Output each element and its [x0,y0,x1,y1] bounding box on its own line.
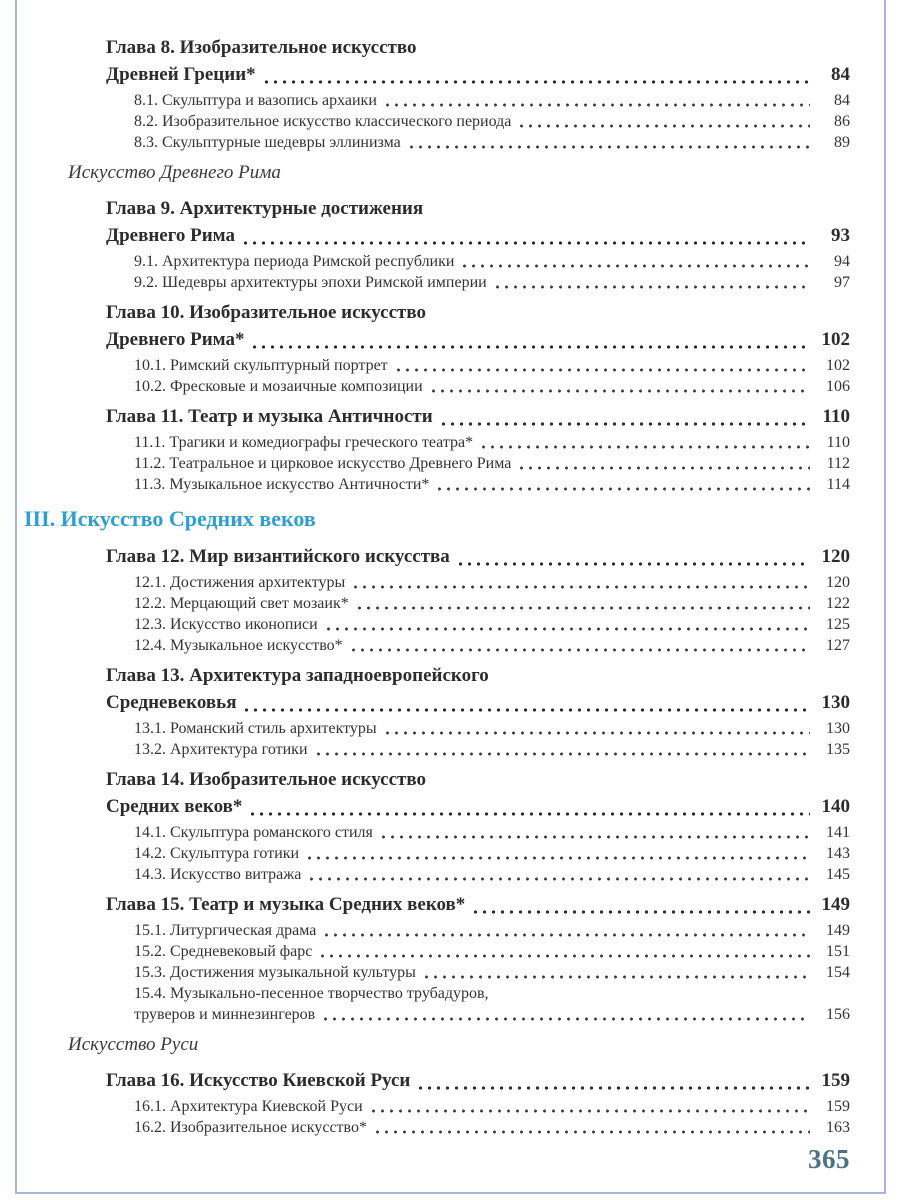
chapter-title [106,662,850,716]
chapter-line [106,403,850,430]
subsection-line [134,864,850,885]
subsection-line [134,1117,850,1138]
toc-subsection [134,376,850,397]
chapter-line: Глава 8. Изобразительное искусство [106,37,417,58]
subsection-line [134,1004,850,1025]
subsection-text: 9.1. Архитектура периода Римской республики [134,253,455,270]
subsection-text: 15.2. Средневековый фарс [134,943,313,960]
chapter-text: Древнего Рима* [106,329,245,350]
subsection-text: 8.3. Скульптурные шедевры эллинизма [134,134,401,151]
subsection-line [134,962,850,983]
page-ref: 149 [821,894,850,915]
dot-leader [305,856,810,860]
page-ref: 110 [822,406,850,427]
page-ref: 141 [826,824,850,841]
subsection-line: 15.4. Музыкально-песенное творчество трубадуров, [134,985,489,1002]
toc-subsection [134,983,850,1025]
subsection-text: 13.2. Архитектура готики [134,741,308,758]
subsection-text: 14.2. Скульптура готики [134,845,300,862]
toc-chapter [106,543,850,656]
toc-subsection [134,864,850,885]
page-ref: 86 [834,113,850,130]
chapter-line [106,689,850,716]
toc-chapter [106,662,850,760]
page-ref: 130 [821,692,850,713]
toc-subsection [134,1117,850,1138]
toc-subsection [134,920,850,941]
chapter-line: Глава 10. Изобразительное искусство [106,302,426,323]
part-heading: Искусство Древнего Рима [68,162,281,183]
chapter-text: Средневековья [106,692,237,713]
subsection-line [134,1096,850,1117]
toc-subsection [134,453,850,474]
page-ref: 135 [826,741,850,758]
page-ref: 159 [826,1098,850,1115]
dot-leader [517,124,810,128]
toc-subsection [134,355,850,376]
part-heading: Искусство Руси [68,1034,199,1055]
page-ref: 140 [821,796,850,817]
dot-leader [355,606,810,610]
page-ref: 122 [826,595,850,612]
dot-leader [250,345,810,349]
dot-leader [439,422,810,426]
chapter-line [106,793,850,820]
subsection-text: 12.1. Достижения архитектуры [134,574,346,591]
page-ref: 94 [834,253,850,270]
chapter-line [106,543,850,570]
page-ref: 106 [826,378,850,395]
dot-leader [314,752,811,756]
toc-subsection [134,111,850,132]
dot-leader [460,264,810,268]
toc-subsection [134,941,850,962]
chapter-text: Глава 16. Искусство Киевской Руси [106,1070,411,1091]
page-ref: 114 [826,476,850,493]
subsection-text: 13.1. Романский стиль архитектуры [134,720,377,737]
chapter-subsections [106,822,850,885]
chapter-line [106,326,850,353]
subsection-text: 16.1. Архитектура Киевской Руси [134,1098,363,1115]
page-ref: 97 [834,274,850,291]
subsection-text: 10.2. Фресковые и мозаичные композиции [134,378,423,395]
dot-leader [394,368,810,372]
page-ref: 163 [826,1119,850,1136]
dot-leader [307,877,810,881]
dot-leader [379,835,810,839]
chapter-text: Глава 15. Театр и музыка Средних веков* [106,894,466,915]
subsection-line [134,822,850,843]
page-ref: 125 [826,616,850,633]
toc-subsection [134,1096,850,1117]
dot-leader [517,466,810,470]
chapter-title [106,891,850,918]
dot-leader [416,1086,810,1090]
subsection-text: 8.1. Скульптура и вазопись архаики [134,92,377,109]
subsection-line [134,453,850,474]
subsection-text: 12.3. Искусство иконописи [134,616,318,633]
chapter-title [106,543,850,570]
toc-subsection [134,272,850,293]
dot-leader [321,1017,810,1021]
dot-leader [407,145,810,149]
subsection-line [134,111,850,132]
dot-leader [248,812,810,816]
page-ref: 120 [826,574,850,591]
page-ref: 102 [826,357,850,374]
toc-subsection [134,90,850,111]
subsection-line [134,635,850,656]
toc-chapter [106,195,850,293]
subsection-text: 9.2. Шедевры архитектуры эпохи Римской империи [134,274,487,291]
dot-leader [351,585,810,589]
subsection-line [134,920,850,941]
dot-leader [429,389,810,393]
subsection-line [134,132,850,153]
chapter-subsections [106,355,850,397]
chapter-title [106,34,850,88]
toc-subsection [134,635,850,656]
subsection-line [134,739,850,760]
dot-leader [241,241,810,245]
toc-subsection [134,593,850,614]
toc-subsection [134,572,850,593]
subsection-text: 16.2. Изобразительное искусство* [134,1119,367,1136]
chapter-title [106,299,850,353]
toc-chapter [106,1067,850,1138]
dot-leader [262,80,810,84]
section-heading: III. Искусство Средних веков [24,506,316,531]
dot-leader [349,648,810,652]
toc-subsection [134,843,850,864]
subsection-text: 12.4. Музыкальное искусство* [134,637,343,654]
dot-leader [422,975,810,979]
subsection-text: 11.2. Театральное и цирковое искусство Древнего Рима [134,455,512,472]
page-number: 365 [808,1144,850,1174]
chapter-subsections [106,920,850,1025]
subsection-text: 14.3. Искусство витража [134,866,302,883]
subsection-line [134,272,850,293]
dot-leader [435,487,810,491]
chapter-subsections [106,251,850,293]
toc-chapter [106,766,850,885]
page-ref: 110 [826,434,850,451]
subsection-text: 15.3. Достижения музыкальной культуры [134,964,416,981]
toc-subsection [134,614,850,635]
page-ref: 156 [826,1006,850,1023]
page-ref: 84 [831,64,850,85]
dot-leader [493,285,810,289]
dot-leader [383,731,810,735]
chapter-text: Древней Греции* [106,64,256,85]
chapter-line: Глава 9. Архитектурные достижения [106,198,424,219]
toc-subsection [134,962,850,983]
page-ref: 127 [826,637,850,654]
chapter-subsections [106,572,850,656]
dot-leader [322,933,810,937]
dot-leader [373,1130,810,1134]
subsection-line [134,355,850,376]
chapter-text: Древнего Рима [106,225,235,246]
chapter-line [106,61,850,88]
subsection-line [134,251,850,272]
page-ref: 149 [826,922,850,939]
dot-leader [318,954,810,958]
page-ref: 154 [826,964,850,981]
toc-subsection [134,132,850,153]
toc [20,34,850,1138]
subsection-text: 14.1. Скульптура романского стиля [134,824,373,841]
subsection-text: 15.1. Литургическая драма [134,922,317,939]
toc-subsection [134,739,850,760]
page-ref: 102 [821,329,850,350]
chapter-text: Средних веков* [106,796,243,817]
subsection-text: труверов и миннезингеров [134,1006,316,1023]
page-ref: 151 [826,943,850,960]
toc-chapter [106,891,850,1025]
chapter-subsections [106,718,850,760]
page-ref: 112 [826,455,850,472]
toc-chapter [106,299,850,397]
dot-leader [369,1109,810,1113]
chapter-subsections [106,1096,850,1138]
chapter-subsections [106,432,850,495]
subsection-line [134,572,850,593]
chapter-title [106,1067,850,1094]
toc-subsection [134,718,850,739]
chapter-line: Глава 14. Изобразительное искусство [106,769,426,790]
subsection-line [134,593,850,614]
subsection-text: 11.1. Трагики и комедиографы греческого театра* [134,434,474,451]
subsection-line [134,90,850,111]
subsection-line [134,941,850,962]
dot-leader [471,910,810,914]
subsection-line [134,843,850,864]
page-ref: 159 [821,1070,850,1091]
chapter-title [106,195,850,249]
dot-leader [479,445,810,449]
page-ref: 120 [821,546,850,567]
subsection-line [134,474,850,495]
chapter-line [106,1067,850,1094]
subsection-text: 12.2. Мерцающий свет мозаик* [134,595,349,612]
page-ref: 143 [826,845,850,862]
chapter-subsections [106,90,850,153]
chapter-title [106,766,850,820]
toc-subsection [134,432,850,453]
chapter-title [106,403,850,430]
dot-leader [242,708,810,712]
chapter-text: Глава 11. Театр и музыка Античности [106,406,433,427]
subsection-line [134,718,850,739]
chapter-line: Глава 13. Архитектура западноевропейского [106,665,489,686]
dot-leader [456,562,810,566]
page-ref: 130 [826,720,850,737]
subsection-text: 8.2. Изобразительное искусство классического периода [134,113,512,130]
page-ref: 89 [834,134,850,151]
subsection-line [134,614,850,635]
subsection-text: 10.1. Римский скульптурный портрет [134,357,388,374]
page-ref: 145 [826,866,850,883]
subsection-line [134,432,850,453]
dot-leader [324,627,810,631]
toc-subsection [134,251,850,272]
page-ref: 84 [834,92,850,109]
dot-leader [383,103,810,107]
subsection-line [134,376,850,397]
page-ref: 93 [831,225,850,246]
toc-subsection [134,822,850,843]
toc-subsection [134,474,850,495]
chapter-line [106,891,850,918]
toc-chapter [106,403,850,495]
toc-chapter [106,34,850,153]
chapter-text: Глава 12. Мир византийского искусства [106,546,450,567]
subsection-text: 11.3. Музыкальное искусство Античности* [134,476,430,493]
chapter-line [106,222,850,249]
